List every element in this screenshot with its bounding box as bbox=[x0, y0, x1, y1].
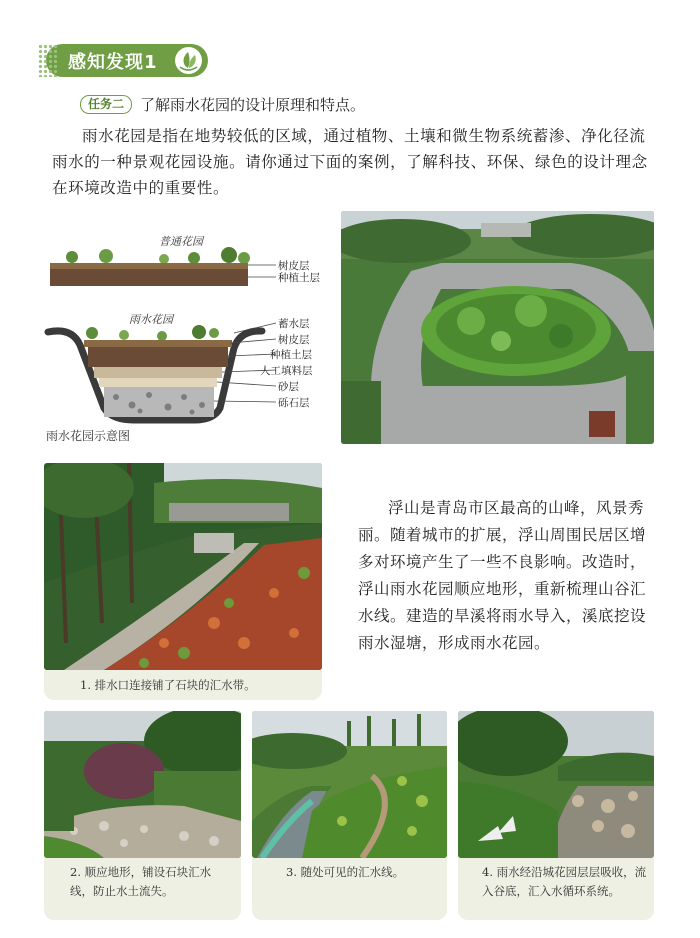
stone-channel-photo bbox=[44, 711, 241, 858]
normal-layer-label: 树皮层 bbox=[278, 260, 310, 272]
rain-soil-layer bbox=[88, 347, 228, 367]
rain-sand-layer bbox=[99, 378, 217, 387]
rain-layer-label: 树皮层 bbox=[278, 334, 310, 346]
normal-bark-layer bbox=[50, 263, 248, 269]
garden-aerial-photo bbox=[341, 211, 654, 444]
diagram-normal-title: 普通花园 bbox=[159, 235, 203, 248]
rain-bark-layer bbox=[84, 340, 232, 347]
rain-layer-label: 砂层 bbox=[278, 381, 299, 393]
water-line-photo bbox=[252, 711, 447, 858]
task-title: 了解雨水花园的设计原理和特点。 bbox=[140, 96, 366, 114]
section-header bbox=[46, 44, 208, 77]
rain-layer-label: 蓄水层 bbox=[278, 318, 310, 330]
rain-layer-label: 种植土层 bbox=[270, 349, 312, 361]
leaf-icon bbox=[175, 47, 202, 74]
rain-gravel-layer bbox=[104, 387, 214, 417]
normal-garden-plants bbox=[66, 247, 250, 264]
intro-paragraph: 雨水花园是指在地势较低的区域，通过植物、土壤和微生物系统蓄渗、净化径流雨水的一种景观花园设施。请你通过下面的案例，了解科技、环保、绿色的设计理念在环境改造中的重要性。 bbox=[52, 127, 648, 197]
caption-3: 3. 随处可见的汇水线。 bbox=[252, 858, 447, 920]
rain-layer-label: 人工填料层 bbox=[260, 365, 313, 377]
caption-1: 1. 排水口连接铺了石块的汇水带。 bbox=[44, 670, 322, 700]
normal-soil-layer bbox=[50, 269, 248, 286]
caption-4: 4. 雨水经沿城花园层层吸收，流入谷底，汇入水循环系统。 bbox=[458, 858, 654, 920]
rain-fill-layer bbox=[94, 367, 222, 378]
diagram-caption: 雨水花园示意图 bbox=[46, 429, 131, 443]
rain-garden-plants bbox=[86, 325, 219, 341]
valley-bottom-photo bbox=[458, 711, 654, 858]
caption-2: 2. 顺应地形，铺设石块汇水线，防止水土流失。 bbox=[44, 858, 241, 920]
normal-layer-label: 种植土层 bbox=[278, 272, 320, 284]
fushan-paragraph: 浮山是青岛市区最高的山峰，风景秀丽。随着城市的扩展，浮山周围民居区增多对环境产生了一些不良影响。改造时，浮山雨水花园顺应地形，重新梳理山谷汇水线。建造的旱溪将雨水导入，溪底挖设雨水湿塘，形成雨水花园。 bbox=[358, 499, 647, 652]
section-title: 感知发现1 bbox=[68, 51, 158, 73]
diagram-rain-title: 雨水花园 bbox=[129, 313, 173, 326]
rain-layer-label: 砾石层 bbox=[278, 397, 310, 409]
drainage-outlet-photo bbox=[44, 463, 322, 670]
rain-garden-diagram bbox=[44, 215, 334, 445]
dot-pattern bbox=[38, 44, 58, 77]
task-tag: 任务二 bbox=[80, 95, 132, 114]
